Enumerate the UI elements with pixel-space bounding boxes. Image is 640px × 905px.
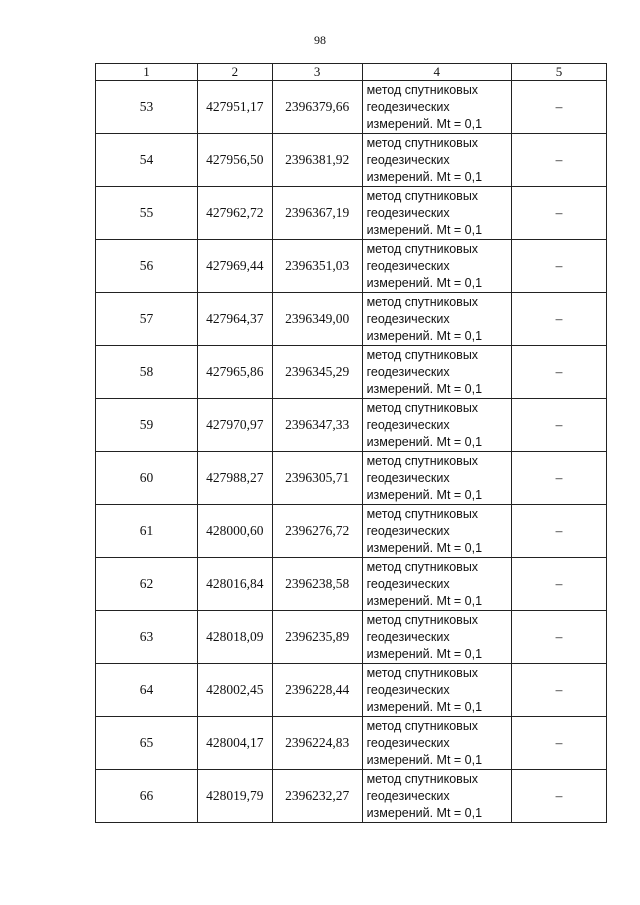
note-cell: – xyxy=(512,717,607,770)
point-number-cell: 53 xyxy=(96,81,198,134)
x-coordinate-cell: 427988,27 xyxy=(197,452,272,505)
note-cell: – xyxy=(512,664,607,717)
y-coordinate-cell: 2396367,19 xyxy=(272,187,362,240)
method-text-line: метод спутниковых xyxy=(366,771,479,786)
method-text-line: геодезических xyxy=(366,523,450,538)
method-text-line: измерений. Mt = 0,1 xyxy=(366,487,483,502)
header-col-4: 4 xyxy=(362,64,511,81)
table-row xyxy=(96,770,607,823)
method-text-line: метод спутниковых xyxy=(366,188,479,203)
method-cell xyxy=(362,134,511,187)
method-text-line: метод спутниковых xyxy=(366,559,479,574)
note-cell: – xyxy=(512,187,607,240)
method-cell xyxy=(362,187,511,240)
table-row xyxy=(96,611,607,664)
point-number-cell: 63 xyxy=(96,611,198,664)
x-coordinate-cell: 428016,84 xyxy=(197,558,272,611)
method-text-line: геодезических xyxy=(366,364,450,379)
method-text-line: геодезических xyxy=(366,417,450,432)
point-number-cell: 55 xyxy=(96,187,198,240)
method-cell xyxy=(362,558,511,611)
note-cell: – xyxy=(512,505,607,558)
method-text-line: геодезических xyxy=(366,788,450,803)
method-text-line: измерений. Mt = 0,1 xyxy=(366,805,483,820)
method-text-line: измерений. Mt = 0,1 xyxy=(366,116,483,131)
y-coordinate-cell: 2396351,03 xyxy=(272,240,362,293)
method-cell xyxy=(362,505,511,558)
method-cell xyxy=(362,346,511,399)
method-text-line: измерений. Mt = 0,1 xyxy=(366,540,483,555)
point-number-cell: 58 xyxy=(96,346,198,399)
point-number-cell: 57 xyxy=(96,293,198,346)
x-coordinate-cell: 427951,17 xyxy=(197,81,272,134)
y-coordinate-cell: 2396349,00 xyxy=(272,293,362,346)
y-coordinate-cell: 2396232,27 xyxy=(272,770,362,823)
table-row xyxy=(96,664,607,717)
x-coordinate-cell: 427970,97 xyxy=(197,399,272,452)
method-text-line: метод спутниковых xyxy=(366,718,479,733)
table-row xyxy=(96,81,607,134)
point-number-cell: 65 xyxy=(96,717,198,770)
note-cell: – xyxy=(512,770,607,823)
table-row xyxy=(96,717,607,770)
method-text-line: измерений. Mt = 0,1 xyxy=(366,593,483,608)
method-cell xyxy=(362,399,511,452)
point-number-cell: 59 xyxy=(96,399,198,452)
point-number-cell: 64 xyxy=(96,664,198,717)
table-row xyxy=(96,505,607,558)
table-row xyxy=(96,558,607,611)
x-coordinate-cell: 427962,72 xyxy=(197,187,272,240)
x-coordinate-cell: 427969,44 xyxy=(197,240,272,293)
method-text-line: метод спутниковых xyxy=(366,453,479,468)
point-number-cell: 61 xyxy=(96,505,198,558)
table-row xyxy=(96,346,607,399)
method-cell xyxy=(362,611,511,664)
header-col-2: 2 xyxy=(197,64,272,81)
method-text-line: метод спутниковых xyxy=(366,241,479,256)
method-text-line: измерений. Mt = 0,1 xyxy=(366,328,483,343)
note-cell: – xyxy=(512,346,607,399)
method-text-line: геодезических xyxy=(366,311,450,326)
method-text-line: метод спутниковых xyxy=(366,400,479,415)
table-row xyxy=(96,187,607,240)
note-cell: – xyxy=(512,452,607,505)
method-text-line: измерений. Mt = 0,1 xyxy=(366,646,483,661)
note-cell: – xyxy=(512,240,607,293)
y-coordinate-cell: 2396224,83 xyxy=(272,717,362,770)
method-text-line: геодезических xyxy=(366,205,450,220)
y-coordinate-cell: 2396345,29 xyxy=(272,346,362,399)
y-coordinate-cell: 2396347,33 xyxy=(272,399,362,452)
method-text-line: метод спутниковых xyxy=(366,347,479,362)
y-coordinate-cell: 2396238,58 xyxy=(272,558,362,611)
x-coordinate-cell: 427956,50 xyxy=(197,134,272,187)
method-cell xyxy=(362,81,511,134)
method-text-line: геодезических xyxy=(366,258,450,273)
method-cell xyxy=(362,664,511,717)
method-cell xyxy=(362,717,511,770)
method-text-line: метод спутниковых xyxy=(366,135,479,150)
page-number: 98 xyxy=(314,33,326,47)
note-cell: – xyxy=(512,293,607,346)
point-number-cell: 54 xyxy=(96,134,198,187)
method-text-line: геодезических xyxy=(366,682,450,697)
table-body xyxy=(96,81,607,823)
table-row xyxy=(96,240,607,293)
method-text-line: измерений. Mt = 0,1 xyxy=(366,434,483,449)
x-coordinate-cell: 428019,79 xyxy=(197,770,272,823)
method-cell xyxy=(362,240,511,293)
note-cell: – xyxy=(512,134,607,187)
y-coordinate-cell: 2396235,89 xyxy=(272,611,362,664)
table-row xyxy=(96,134,607,187)
method-text-line: метод спутниковых xyxy=(366,82,479,97)
x-coordinate-cell: 428018,09 xyxy=(197,611,272,664)
method-text-line: измерений. Mt = 0,1 xyxy=(366,752,483,767)
method-text-line: геодезических xyxy=(366,470,450,485)
coordinates-table xyxy=(95,63,607,823)
header-col-5: 5 xyxy=(512,64,607,81)
x-coordinate-cell: 428000,60 xyxy=(197,505,272,558)
note-cell: – xyxy=(512,611,607,664)
point-number-cell: 62 xyxy=(96,558,198,611)
method-text-line: геодезических xyxy=(366,629,450,644)
method-cell xyxy=(362,770,511,823)
y-coordinate-cell: 2396379,66 xyxy=(272,81,362,134)
method-text-line: измерений. Mt = 0,1 xyxy=(366,169,483,184)
header-col-3: 3 xyxy=(272,64,362,81)
x-coordinate-cell: 428002,45 xyxy=(197,664,272,717)
y-coordinate-cell: 2396276,72 xyxy=(272,505,362,558)
note-cell: – xyxy=(512,558,607,611)
y-coordinate-cell: 2396305,71 xyxy=(272,452,362,505)
y-coordinate-cell: 2396228,44 xyxy=(272,664,362,717)
table-row xyxy=(96,293,607,346)
header-col-1: 1 xyxy=(96,64,198,81)
method-text-line: измерений. Mt = 0,1 xyxy=(366,222,483,237)
method-text-line: метод спутниковых xyxy=(366,294,479,309)
method-text-line: измерений. Mt = 0,1 xyxy=(366,381,483,396)
point-number-cell: 60 xyxy=(96,452,198,505)
x-coordinate-cell: 427965,86 xyxy=(197,346,272,399)
method-text-line: геодезических xyxy=(366,99,450,114)
method-text-line: измерений. Mt = 0,1 xyxy=(366,275,483,290)
method-text-line: геодезических xyxy=(366,735,450,750)
method-text-line: геодезических xyxy=(366,576,450,591)
x-coordinate-cell: 428004,17 xyxy=(197,717,272,770)
table-row xyxy=(96,452,607,505)
note-cell: – xyxy=(512,399,607,452)
point-number-cell: 66 xyxy=(96,770,198,823)
table-row xyxy=(96,399,607,452)
header-row xyxy=(96,64,607,81)
method-text-line: метод спутниковых xyxy=(366,665,479,680)
method-text-line: измерений. Mt = 0,1 xyxy=(366,699,483,714)
method-text-line: метод спутниковых xyxy=(366,612,479,627)
method-text-line: геодезических xyxy=(366,152,450,167)
method-cell xyxy=(362,452,511,505)
method-cell xyxy=(362,293,511,346)
y-coordinate-cell: 2396381,92 xyxy=(272,134,362,187)
point-number-cell: 56 xyxy=(96,240,198,293)
method-text-line: метод спутниковых xyxy=(366,506,479,521)
note-cell: – xyxy=(512,81,607,134)
x-coordinate-cell: 427964,37 xyxy=(197,293,272,346)
